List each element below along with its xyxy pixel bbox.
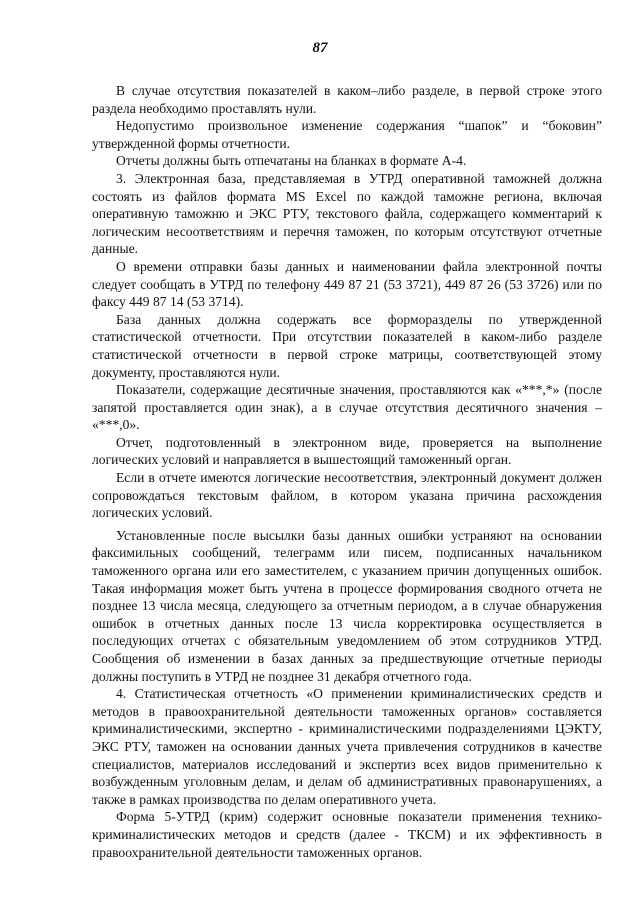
paragraph-decimal-values: Показатели, содержащие десятичные значения, проставляются как «***,*» (после запятой проставляется один знак), а в случае отсутствия десятичного значения – «***,0». [92,382,602,433]
paragraph-zero-fill-rule: В случае отсутствия показателей в каком–либо разделе, в первой строке этого раздела необходимо проставлять нули. [92,83,602,116]
paragraph-logic-check: Отчет, подготовленный в электронном виде, проверяется на выполнение логических условий и направляется в вышестоящий таможенный орган. [92,434,602,468]
paragraph-header-change-rule: Недопустимо произвольное изменение содержания “шапок” и “боковин” утвержденной формы отчетности. [92,118,602,151]
paragraph-electronic-base: 3. Электронная база, представляемая в УТРД оперативной таможней должна состоять из файлов формата MS Excel по каждой таможне региона, включая оперативную таможню и ЭКС РТУ, текстового файла, содержащего комментарий к логическим несоответствиям и перечня таможен, по которым отсутствуют отчетные данные. [92,170,602,257]
paragraph-print-format: Отчеты должны быть отпечатаны на бланках в формате А-4. [116,153,467,169]
document-body [92,82,602,861]
paragraph-send-notification: О времени отправки базы данных и наименовании файла электронной почты следует сообщать в УТРД по телефону 449 87 21 (53 3721), 449 87 26 (53 3726) или по факсу 449 87 14 (53 3714). [92,258,602,310]
paragraph-database-contents: База данных должна содержать все формоpазделы по утвержденной статистической отчетности. При отсутствии показателей в каком-либо разделе статистической отчетности в первой строке матрицы, соответствующей этому документу, проставляются нули. [92,311,602,380]
paragraph-logic-mismatch: Если в отчете имеются логические несоответствия, электронный документ должен сопровождаться текстовым файлом, в котором указана причина расхождения логических условий. [92,470,602,521]
paragraph-form-5-utrd: Форма 5-УТРД (крим) содержит основные показатели применения технико-криминалистических методов и средств (далее - ТКСМ) и их эффективность в правоохранительной деятельности таможенных органов. [92,809,602,860]
page-number: 87 [312,40,328,56]
paragraph-forensic-reporting: 4. Статистическая отчетность «О применении криминалистических средств и методов в правоохранительной деятельности таможенных органов» составляется криминалистическими, экспертно - криминалистическими подразделениями ЦЭКТУ, ЭКС РТУ, таможен на основании данных учета привлечения сотрудников в качестве специалистов, материалов исследований и экспертиз всех видов применительно к возбужденным уголовным делам, и делам об административных правонарушениях, а также в рамках производства по делам оперативного учета. [92,686,602,807]
paragraph-error-correction: Установленные после высылки базы данных ошибки устраняют на основании факсимильных сообщений, телеграмм или писем, подписанных начальником таможенного органа или его заместителем, с указанием причин допущенных ошибок. Такая информация может быть учтена в процессе формирования сводного отчета не позднее 13 числа месяца, следующего за отчетным периодом, а в случае обнаружения ошибок в отчетных данных после 13 числа корректировка осуществляется в последующих отчетах с обязательным уведомлением об этом сотрудников УТРД. Сообщения об изменении в базах данных за предшествующие отчетные периоды должны поступить в УТРД не позднее 31 декабря отчетного года. [92,527,602,684]
